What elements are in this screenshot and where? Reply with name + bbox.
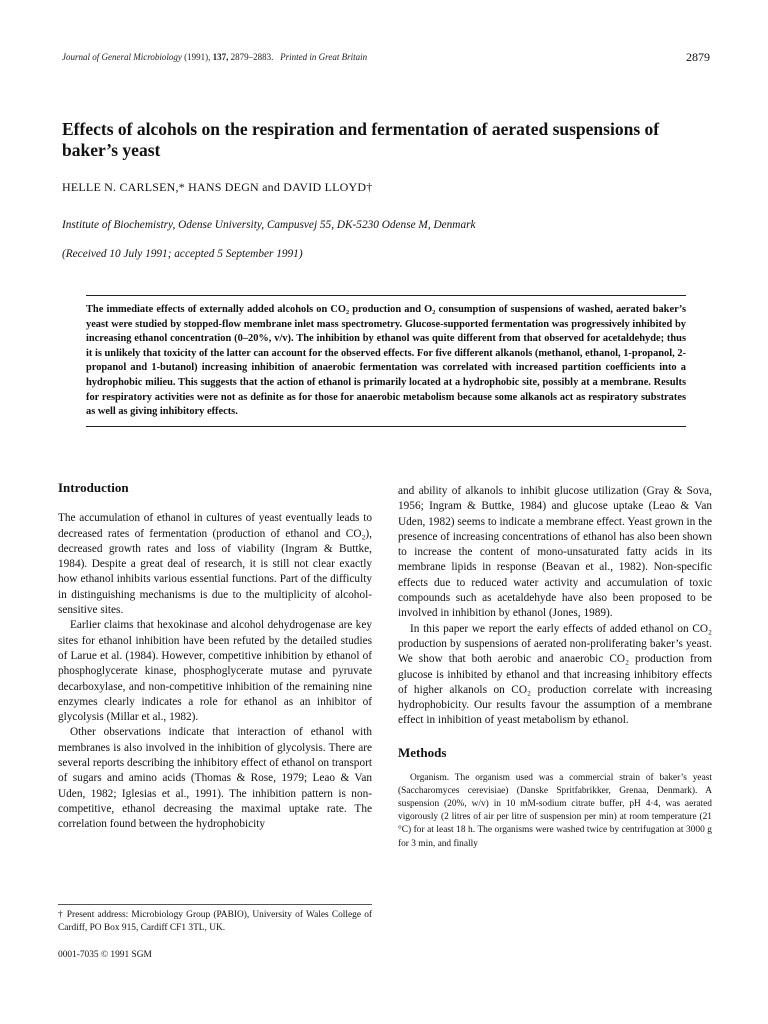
intro-paragraph: Other observations indicate that interaction of ethanol with membranes is also involved in the inhibition of glycolysis. There are several reports describing the inhibitory effect of ethanol on transport of sugars and amino acids (Thomas & Rose, 1979; Leao & Van Uden, 1982; Iglesias et al., 1991). The inhibition pattern is non-competitive, ethanol decreasing the maximal uptake rate. The correlation found between the hydrophobicity <box>58 726 372 831</box>
journal-pages: 2879–2883. <box>230 52 274 62</box>
intro-paragraph: The accumulation of ethanol in cultures of yeast eventually leads to decreased rates of fermentation (production of ethanol and CO₂), decreased growth rates and loss of viability (Ingram & Buttke, 1984). Despite a great deal of research, it is still not clear exactly how ethanol inhibits various essential functions. Part of the difficulty in distinguishing mechanisms is due to the multiplicity of alcohol-sensitive sites. <box>58 512 372 617</box>
right-column <box>398 484 712 851</box>
footnote: † Present address: Microbiology Group (PABIO), University of Wales College of Cardiff, PO Box 915, Cardiff CF1 3TL, UK. <box>58 904 372 935</box>
affiliation: Institute of Biochemistry, Odense University, Campusvej 55, DK-5230 Odense M, Denmark <box>62 219 476 231</box>
author-list: HELLE N. CARLSEN,* HANS DEGN and DAVID LLOYD† <box>62 180 373 194</box>
methods-heading: Methods <box>398 744 447 760</box>
paper-title: Effects of alcohols on the respiration and fermentation of aerated suspensions of baker’s yeast <box>62 119 660 160</box>
page-number: 2879 <box>686 50 710 64</box>
introduction-heading: Introduction <box>58 480 129 495</box>
intro-paragraph: In this paper we report the early effects of added ethanol on CO₂ production by suspensions of aerated non-proliferating baker’s yeast. We show that both aerobic and anaerobic CO₂ production from glucose is inhibited by ethanol and that increasing inhibitory effects of higher alkanols on CO₂ production correlate with increasing hydrophobicity. Our results favour the assumption of a membrane effect in inhibition of yeast metabolism by ethanol. <box>398 622 712 727</box>
received-dates: (Received 10 July 1991; accepted 5 September 1991) <box>62 248 303 260</box>
intro-paragraph: and ability of alkanols to inhibit glucose utilization (Gray & Sova, 1956; Ingram & Buttke, 1984) and glucose uptake (Leao & Van Uden, 1982) seems to indicate a membrane effect. Yeast grown in the presence of increasing concentrations of ethanol has also been shown to increase the content of mono-unsaturated fatty acids in its membrane lipids in response (Beavan et al., 1982). Non-specific effects due to reduced water activity and accumulation of toxic compounds such as acetaldehyde have also been proposed to be involved in inhibition by ethanol (Jones, 1989). <box>398 485 712 620</box>
running-header <box>62 52 712 62</box>
journal-volume: 137, <box>212 52 229 62</box>
journal-name: Journal of General Microbiology <box>62 52 182 62</box>
issn-line: 0001-7035 © 1991 SGM <box>58 950 152 960</box>
left-column <box>58 480 372 833</box>
abstract: The immediate effects of externally added alcohols on CO₂ production and O₂ consumption of suspensions of washed, aerated baker’s yeast were studied by stopped-flow membrane inlet mass spectrometry. Glucose-supported fermentation was progressively inhibited by increasing ethanol concentration (0–20%, v/v). The inhibition by ethanol was quite different from that observed for acetaldehyde; thus it is unlikely that toxicity of the latter can account for the observed effects. For five different alkanols (methanol, ethanol, 1-propanol, 2-propanol and 1-butanol) increasing inhibition of anaerobic fermentation was correlated with increased partition coefficients into a hydrophobic milieu. This suggests that the action of ethanol is primarily located at a hydrophobic site, possibly at a membrane. Results for respiratory activities were not as definite as for those for anaerobic metabolism because some alkanols act as respiratory substrates as well as giving inhibitory effects. <box>86 295 686 427</box>
intro-paragraph: Earlier claims that hexokinase and alcohol dehydrogenase are key sites for ethanol inhibition have been refuted by the detailed studies of Larue et al. (1984). However, competitive inhibition by ethanol of phosphoglycerate kinase, phosphoglycerate mutase and pyruvate decarboxylase, and non-competitive inhibition of the remaining nine enzymes clearly indicates a role for ethanol as an inhibitor of glycolysis (Millar et al., 1982). <box>58 619 372 724</box>
methods-paragraph: Organism. The organism used was a commercial strain of baker’s yeast (Saccharomyces cerevisiae) (Danske Spritfabrikker, Grenaa, Denmark). A suspension (20%, w/v) in 10 mM-sodium citrate buffer, pH 4·4, was aerated vigorously (2 litres of air per litre of suspension per min) at room temperature (21 °C) for at least 18 h. The organisms were washed twice by centrifugation at 3000 g for 3 min, and finally <box>398 773 712 849</box>
printed-note: Printed in Great Britain <box>280 52 368 62</box>
journal-year: (1991), <box>184 52 211 62</box>
